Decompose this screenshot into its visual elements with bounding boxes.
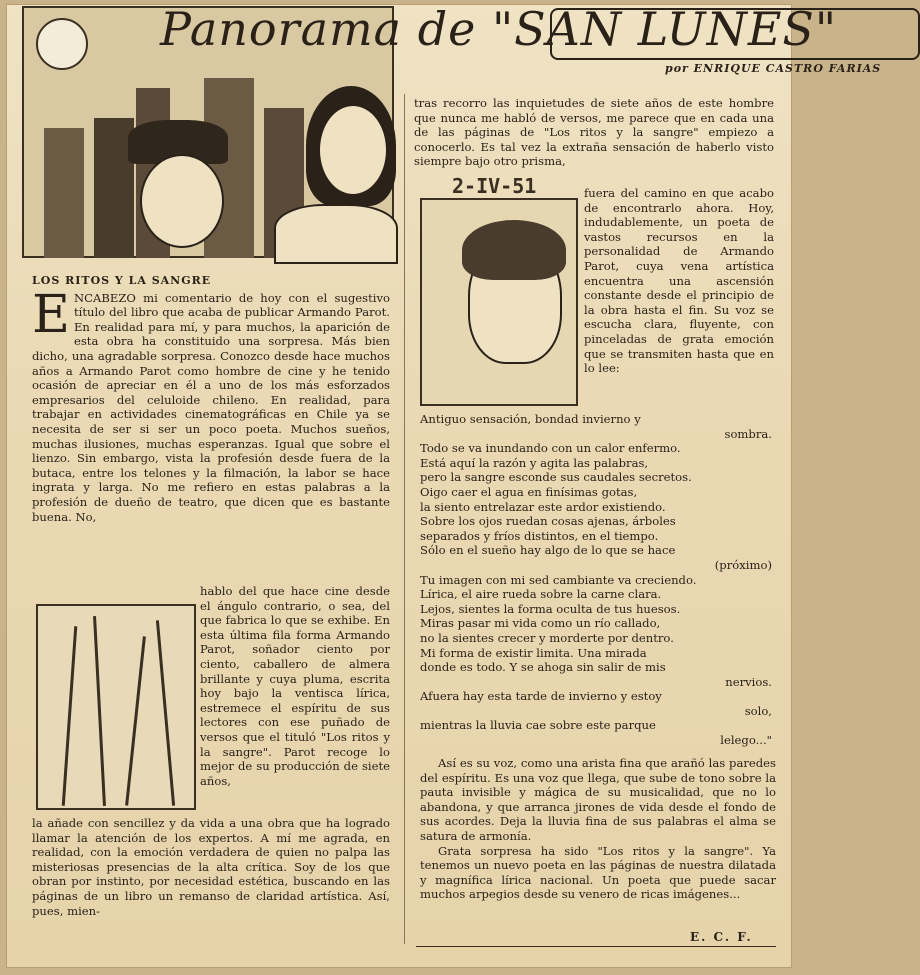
column-divider [404,94,405,944]
article-paragraph: tras recorro las inquietudes de siete años de este hombre que nunca me habló de versos, me parece que en cada una de las páginas de "Los ritos y la sangre" empiezo a conocerlo. Es tal vez la extraña sensación de haberlo visto siempre bajo otro prisma, [414,96,774,169]
poem-line: nervios. [725,674,772,689]
trees-illustration [36,604,196,810]
poem-line: Está aquí la razón y agita las palabras, [420,455,649,470]
woman-shoulders-drawing [274,204,398,264]
building-drawing [44,128,84,258]
woman-face-drawing [318,104,388,196]
poem-line: mientras la lluvia cae sobre este parque [420,718,656,733]
poem-line: Miras pasar mi vida como un río callado, [420,616,661,631]
masthead [160,0,882,75]
article-paragraph: hablo del que hace cine desde el ángulo contrario, o sea, del que fabrica lo que se exhibe. En esta última fila forma Armando Parot, soñador ciento por ciento, caballero de almera brillante y cuya pluma, escrita hoy bajo la ventisca lírica, estremece el espíritu de sus lectores con ese puñado de versos que el tituló "Los ritos y la sangre". Parot recoge lo mejor de su producción de siete años, [200,584,390,788]
article-paragraph: fuera del camino en que acabo de encontrarlo ahora. Hoy, indudablemente, un poeta de vastos recursos en la personalidad de Armando Parot, cuya vena artística encuentra una ascensión constante desde el principio de la obra hasta el fin. Su voz se escucha clara, fluyente, con pinceladas de grata emoción que se transmiten hasta que en lo lee: [584,186,774,376]
poem-line: (próximo) [714,557,772,572]
article-paragraph: Grata sorpresa ha sido "Los ritos y la sangre". Ya tenemos un nuevo poeta en las páginas de nuestra dilatada y magnífica lírica nacional. Un poeta que puede sacar muchos arpegios desde su venero de ricas imágenes... [420,843,776,902]
poem-line: Mi forma de existir limita. Una mirada [420,645,647,660]
article-right-wrap [584,186,774,376]
poem-line: separados y fríos distintos, en el tiempo. [420,528,659,543]
poem-line: Tu imagen con mi sed cambiante va creciendo. [420,572,697,587]
poem-line: la siento entrelazar este ardor existiendo. [420,499,666,514]
date-stamp: 2-IV-51 [452,174,537,198]
poem-line: Oigo caer el agua en finísimas gotas, [420,484,638,499]
article-paragraph: la añade con sencillez y da vida a una obra que ha logrado llamar la atención de los expertos. A mí me agrada, en realidad, con la emoción verdadera de quien no palpa las misteriosas presencias de la alta crítica. Soy de los que obran por instinto, por necesidad estética, buscando en las páginas de un libro un remanso de claridad artística. Así, pues, mien- [32,816,390,918]
poem-line: Antiguo sensación, bondad invierno y [420,412,641,426]
poem-line: lelego..." [720,733,772,748]
closing-rule [416,946,776,947]
article-wrap-text [200,584,390,788]
article-right-top [414,96,774,169]
author-initials: E. C. F. [690,930,753,944]
tree-trunk-drawing [125,636,146,805]
poem-line: donde es todo. Y se ahoga sin salir de mis [420,660,666,675]
poem-line: pero la sangre esconde sus caudales secretos. [420,470,692,485]
moon-drawing [36,18,88,70]
tree-trunk-drawing [62,626,78,806]
article-paragraph: Así es su voz, como una arista fina que arañó las paredes del espíritu. Es una voz que llega, que sube de tono sobre la pauta invisible y mágica de su musicalidad, que no lo abandona, y que arranca jirones de vida desde el fondo de sus acordes. Deja la lluvia fina de sus palabras el alma se satura de armonía. [420,756,776,843]
poem-line: no la sientes crecer y morderte por dentro. [420,630,674,645]
article-right-bottom [420,756,776,902]
poem-line: Sólo en el sueño hay algo de lo que se hace [420,543,676,558]
poem-line: Lírica, el aire rueda sobre la carne clara. [420,587,662,602]
article-left-column [32,274,390,524]
masthead-byline: por ENRIQUE CASTRO FARIAS [665,62,882,75]
man-face-drawing [140,154,224,248]
poem-line: solo, [744,703,772,718]
poem-excerpt [420,412,776,748]
article-heading: LOS RITOS Y LA SANGRE [32,274,212,287]
poem-line: Sobre los ojos ruedan cosas ajenas, árboles [420,514,676,529]
article-paragraph: NCABEZO mi comentario de hoy con el sugestivo título del libro que acaba de publicar Armando Parot. En realidad para mí, y para muchos, la aparición de esta obra ha constituido una sorpresa. Más bien dicho, una agradable sorpresa. Conozco desde hace muchos años a Armando Parot como hombre de cine y he tenido ocasión de apreciar en él a uno de los más esforzados empresarios del celuloide chileno. En realidad, para trabajar en actividades cinematográficas en Chile ya se necesita de ser si ser un poco poeta. Muchos sueños, muchas ilusiones, muchas esperanzas. Igual que sobre el lienzo. Sin embargo, vista la profesión desde fuera de la butaca, entre los telones y la filmación, la labor se hace ingrata y larga. No me refiero en estas palabras a la profesión de dueño de teatro, que dicen que es bastante buena. No, [32,290,390,524]
poem-line: Afuera hay esta tarde de invierno y estoy [420,689,662,704]
article-left-bottom [32,816,390,918]
poem-line: Todo se va inundando con un calor enfermo. [420,441,681,456]
portrait-illustration [420,198,578,406]
poem-line: Lejos, sientes la forma oculta de tus huesos. [420,601,681,616]
masthead-title: Panorama de "SAN LUNES" [160,2,838,56]
tree-trunk-drawing [156,620,175,806]
portrait-hair-drawing [462,220,566,280]
tree-trunk-drawing [93,616,106,806]
poem-line: sombra. [724,426,772,441]
drop-cap: E [32,284,70,345]
